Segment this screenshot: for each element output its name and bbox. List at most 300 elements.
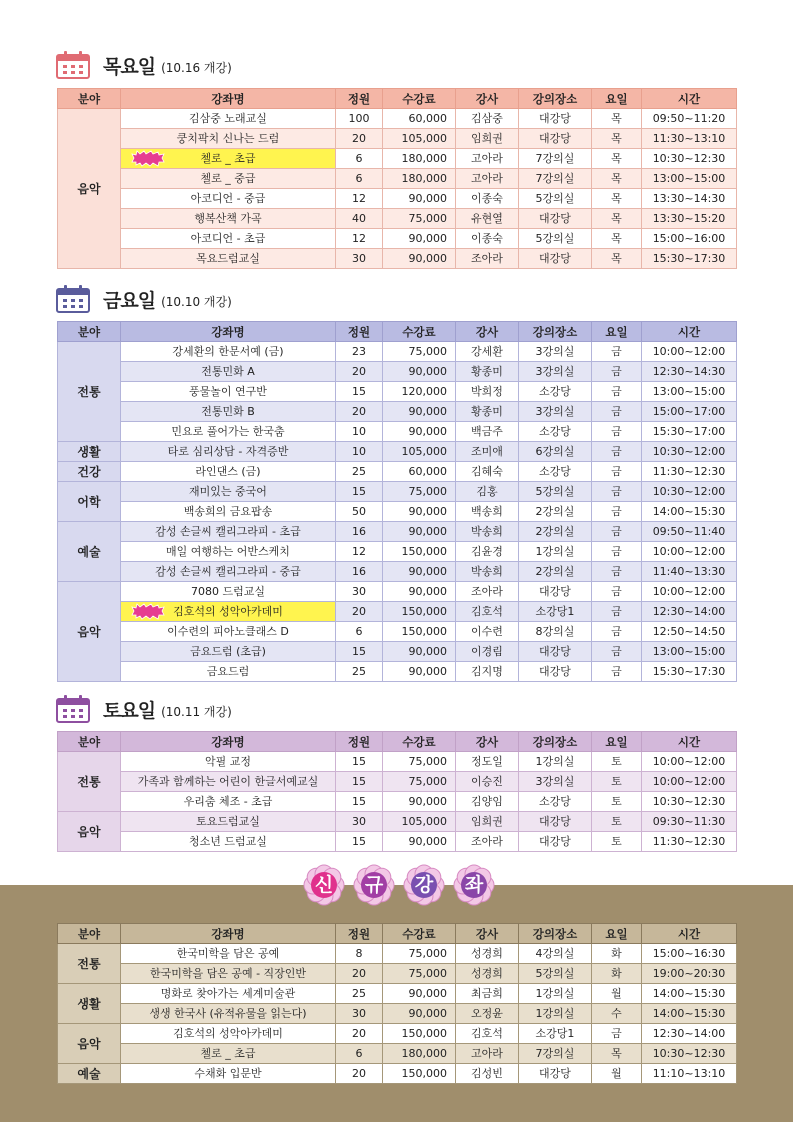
- column-header: 강의장소: [519, 732, 592, 752]
- time-cell: 10:30~12:30: [642, 792, 737, 812]
- day-cell: 토: [592, 752, 642, 772]
- table-header-row: [58, 322, 737, 342]
- capacity-cell: 15: [336, 832, 383, 852]
- new-courses-table: [57, 923, 737, 1084]
- category-cell: 전통: [58, 342, 121, 442]
- capacity-cell: 50: [336, 502, 383, 522]
- fee-cell: 180,000: [383, 169, 456, 189]
- friday-title: 금요일: [103, 289, 156, 312]
- course-name-cell: 감성 손글씨 캘리그라피 - 중급: [121, 562, 336, 582]
- thursday-table: [57, 88, 737, 269]
- room-cell: 소강당: [519, 462, 592, 482]
- time-cell: 12:30~14:00: [642, 1024, 737, 1044]
- teacher-cell: 조아라: [456, 582, 519, 602]
- saturday-table: [57, 731, 737, 852]
- capacity-cell: 100: [336, 109, 383, 129]
- fee-cell: 90,000: [383, 562, 456, 582]
- table-row: [58, 832, 737, 852]
- capacity-cell: 23: [336, 342, 383, 362]
- room-cell: 1강의실: [519, 752, 592, 772]
- course-name-cell: 한국미학을 담은 공예: [121, 944, 336, 964]
- day-cell: 금: [592, 482, 642, 502]
- room-cell: 3강의실: [519, 342, 592, 362]
- fee-cell: 90,000: [383, 422, 456, 442]
- table-row: [58, 402, 737, 422]
- column-header: 강사: [456, 89, 519, 109]
- table-row: [58, 502, 737, 522]
- fee-cell: 75,000: [383, 482, 456, 502]
- column-header: 강사: [456, 732, 519, 752]
- capacity-cell: 10: [336, 422, 383, 442]
- room-cell: 7강의실: [519, 169, 592, 189]
- day-cell: 화: [592, 964, 642, 984]
- teacher-cell: 유현열: [456, 209, 519, 229]
- column-header: 수강료: [383, 89, 456, 109]
- capacity-cell: 25: [336, 462, 383, 482]
- table-row: [58, 944, 737, 964]
- capacity-cell: 6: [336, 1044, 383, 1064]
- day-cell: 월: [592, 984, 642, 1004]
- day-cell: 수: [592, 1004, 642, 1024]
- table-row: [58, 562, 737, 582]
- fee-cell: 90,000: [383, 1004, 456, 1024]
- banner-char: 좌: [464, 874, 484, 896]
- category-cell: 건강: [58, 462, 121, 482]
- time-cell: 15:00~16:30: [642, 944, 737, 964]
- table-row: [58, 1004, 737, 1024]
- fee-cell: 60,000: [383, 109, 456, 129]
- friday-table: [57, 321, 737, 682]
- teacher-cell: 김양임: [456, 792, 519, 812]
- table-row: [58, 169, 737, 189]
- room-cell: 5강의실: [519, 482, 592, 502]
- column-header: 분야: [58, 924, 121, 944]
- time-cell: 09:50~11:40: [642, 522, 737, 542]
- room-cell: 2강의실: [519, 502, 592, 522]
- course-name-cell: 청소년 드럼교실: [121, 832, 336, 852]
- table-header-row: [58, 732, 737, 752]
- new-courses-banner-flower: [352, 863, 396, 907]
- fee-cell: 90,000: [383, 362, 456, 382]
- column-header: 수강료: [383, 322, 456, 342]
- course-name: 김호석의 성악아카데미: [173, 604, 283, 618]
- day-cell: 목: [592, 149, 642, 169]
- capacity-cell: 15: [336, 752, 383, 772]
- time-cell: 09:50~11:20: [642, 109, 737, 129]
- course-name-cell: 이수련의 피아노클래스 D: [121, 622, 336, 642]
- column-header: 강사: [456, 924, 519, 944]
- banner-char: 강: [414, 874, 434, 896]
- time-cell: 10:30~12:00: [642, 442, 737, 462]
- friday-section-title: [55, 284, 232, 314]
- room-cell: 8강의실: [519, 622, 592, 642]
- capacity-cell: 30: [336, 249, 383, 269]
- course-name-cell: [121, 149, 336, 169]
- day-cell: 금: [592, 562, 642, 582]
- capacity-cell: 6: [336, 622, 383, 642]
- room-cell: 대강당: [519, 662, 592, 682]
- fee-cell: 150,000: [383, 602, 456, 622]
- capacity-cell: 12: [336, 229, 383, 249]
- day-cell: 토: [592, 812, 642, 832]
- capacity-cell: 8: [336, 944, 383, 964]
- room-cell: 대강당: [519, 812, 592, 832]
- category-cell: 생활: [58, 984, 121, 1024]
- fee-cell: 60,000: [383, 462, 456, 482]
- fee-cell: 90,000: [383, 502, 456, 522]
- column-header: 강의장소: [519, 924, 592, 944]
- column-header: 강좌명: [121, 89, 336, 109]
- room-cell: 대강당: [519, 109, 592, 129]
- room-cell: 3강의실: [519, 402, 592, 422]
- capacity-cell: 30: [336, 582, 383, 602]
- new-courses-banner-flower: [402, 863, 446, 907]
- column-header: 시간: [642, 732, 737, 752]
- fee-cell: 150,000: [383, 622, 456, 642]
- course-name-cell: 전통민화 B: [121, 402, 336, 422]
- day-cell: 목: [592, 1044, 642, 1064]
- capacity-cell: 12: [336, 542, 383, 562]
- column-header: 수강료: [383, 732, 456, 752]
- day-cell: 금: [592, 602, 642, 622]
- table-row: [58, 582, 737, 602]
- table-row: [58, 964, 737, 984]
- column-header: 정원: [336, 322, 383, 342]
- capacity-cell: 15: [336, 642, 383, 662]
- capacity-cell: 15: [336, 382, 383, 402]
- course-name-cell: 금요드럼 (초급): [121, 642, 336, 662]
- category-cell: 음악: [58, 1024, 121, 1064]
- teacher-cell: 김혜숙: [456, 462, 519, 482]
- calendar-icon: [55, 50, 91, 80]
- capacity-cell: 20: [336, 964, 383, 984]
- teacher-cell: 김윤경: [456, 542, 519, 562]
- table-row: [58, 442, 737, 462]
- fee-cell: 75,000: [383, 752, 456, 772]
- day-cell: 금: [592, 362, 642, 382]
- table-row: [58, 229, 737, 249]
- course-name-cell: 행복산책 가곡: [121, 209, 336, 229]
- day-cell: 금: [592, 582, 642, 602]
- teacher-cell: 임희권: [456, 812, 519, 832]
- teacher-cell: 최금희: [456, 984, 519, 1004]
- teacher-cell: 오정윤: [456, 1004, 519, 1024]
- fee-cell: 90,000: [383, 792, 456, 812]
- column-header: 시간: [642, 89, 737, 109]
- table-row: [58, 382, 737, 402]
- teacher-cell: 백금주: [456, 422, 519, 442]
- room-cell: 대강당: [519, 832, 592, 852]
- new-badge-icon: [131, 603, 165, 620]
- teacher-cell: 이종숙: [456, 189, 519, 209]
- course-name-cell: 풍물놀이 연구반: [121, 382, 336, 402]
- room-cell: 대강당: [519, 582, 592, 602]
- course-name-cell: [121, 602, 336, 622]
- day-cell: 토: [592, 832, 642, 852]
- table-row: [58, 772, 737, 792]
- time-cell: 10:30~12:30: [642, 149, 737, 169]
- teacher-cell: 임희권: [456, 129, 519, 149]
- day-cell: 목: [592, 169, 642, 189]
- day-cell: 금: [592, 462, 642, 482]
- time-cell: 12:50~14:50: [642, 622, 737, 642]
- room-cell: 소강당: [519, 382, 592, 402]
- category-cell: 음악: [58, 582, 121, 682]
- saturday-title: 토요일: [103, 699, 156, 722]
- table-header-row: [58, 89, 737, 109]
- room-cell: 1강의실: [519, 1004, 592, 1024]
- capacity-cell: 30: [336, 1004, 383, 1024]
- day-cell: 토: [592, 772, 642, 792]
- room-cell: 7강의실: [519, 1044, 592, 1064]
- category-cell: 음악: [58, 109, 121, 269]
- capacity-cell: 12: [336, 189, 383, 209]
- capacity-cell: 16: [336, 562, 383, 582]
- table-row: [58, 752, 737, 772]
- fee-cell: 105,000: [383, 129, 456, 149]
- time-cell: 15:00~16:00: [642, 229, 737, 249]
- course-name-cell: 민요로 풀어가는 한국춤: [121, 422, 336, 442]
- fee-cell: 90,000: [383, 402, 456, 422]
- teacher-cell: 이종숙: [456, 229, 519, 249]
- room-cell: 2강의실: [519, 562, 592, 582]
- day-cell: 금: [592, 382, 642, 402]
- column-header: 요일: [592, 732, 642, 752]
- teacher-cell: 박희정: [456, 382, 519, 402]
- capacity-cell: 15: [336, 772, 383, 792]
- day-cell: 금: [592, 642, 642, 662]
- fee-cell: 90,000: [383, 582, 456, 602]
- room-cell: 1강의실: [519, 542, 592, 562]
- course-name-cell: 백송희의 금요팝송: [121, 502, 336, 522]
- teacher-cell: 백송희: [456, 502, 519, 522]
- day-cell: 금: [592, 522, 642, 542]
- table-row: [58, 542, 737, 562]
- room-cell: 대강당: [519, 129, 592, 149]
- day-cell: 금: [592, 422, 642, 442]
- column-header: 강좌명: [121, 924, 336, 944]
- column-header: 요일: [592, 924, 642, 944]
- table-row: [58, 482, 737, 502]
- capacity-cell: 6: [336, 169, 383, 189]
- calendar-icon: [55, 284, 91, 314]
- column-header: 요일: [592, 322, 642, 342]
- new-courses-banner: [0, 862, 793, 908]
- course-name-cell: 우리춤 체조 - 초급: [121, 792, 336, 812]
- time-cell: 10:00~12:00: [642, 752, 737, 772]
- room-cell: 6강의실: [519, 442, 592, 462]
- saturday-subtitle: (10.11 개강): [161, 704, 232, 719]
- teacher-cell: 고아라: [456, 149, 519, 169]
- column-header: 강사: [456, 322, 519, 342]
- course-name-cell: 매일 여행하는 어반스케치: [121, 542, 336, 562]
- category-cell: 전통: [58, 944, 121, 984]
- table-row: [58, 1044, 737, 1064]
- day-cell: 목: [592, 249, 642, 269]
- day-cell: 목: [592, 189, 642, 209]
- column-header: 요일: [592, 89, 642, 109]
- course-name-cell: 아코디언 - 초급: [121, 229, 336, 249]
- fee-cell: 180,000: [383, 149, 456, 169]
- table-row: [58, 792, 737, 812]
- course-name-cell: 김삼중 노래교실: [121, 109, 336, 129]
- room-cell: 3강의실: [519, 362, 592, 382]
- teacher-cell: 박송희: [456, 522, 519, 542]
- time-cell: 13:00~15:00: [642, 169, 737, 189]
- time-cell: 15:30~17:00: [642, 422, 737, 442]
- day-cell: 금: [592, 502, 642, 522]
- new-badge-icon: [131, 150, 165, 167]
- teacher-cell: 성경희: [456, 944, 519, 964]
- course-name-cell: 김호석의 성악아카데미: [121, 1024, 336, 1044]
- capacity-cell: 15: [336, 792, 383, 812]
- fee-cell: 150,000: [383, 542, 456, 562]
- course-name-cell: 생생 한국사 (유적유물을 읽는다): [121, 1004, 336, 1024]
- day-cell: 목: [592, 109, 642, 129]
- course-name-cell: 아코디언 - 중급: [121, 189, 336, 209]
- time-cell: 11:10~13:10: [642, 1064, 737, 1084]
- capacity-cell: 16: [336, 522, 383, 542]
- thursday-section-title: [55, 50, 232, 80]
- course-name-cell: 첼로 _ 중급: [121, 169, 336, 189]
- teacher-cell: 김삼중: [456, 109, 519, 129]
- capacity-cell: 25: [336, 662, 383, 682]
- fee-cell: 90,000: [383, 832, 456, 852]
- fee-cell: 90,000: [383, 229, 456, 249]
- room-cell: 소강당1: [519, 602, 592, 622]
- table-row: [58, 342, 737, 362]
- course-name-cell: 토요드럼교실: [121, 812, 336, 832]
- teacher-cell: 이경림: [456, 642, 519, 662]
- room-cell: 대강당: [519, 1064, 592, 1084]
- day-cell: 금: [592, 402, 642, 422]
- teacher-cell: 박송희: [456, 562, 519, 582]
- teacher-cell: 고아라: [456, 169, 519, 189]
- column-header: 강좌명: [121, 732, 336, 752]
- column-header: 정원: [336, 732, 383, 752]
- fee-cell: 75,000: [383, 944, 456, 964]
- teacher-cell: 이수련: [456, 622, 519, 642]
- table-row: [58, 209, 737, 229]
- day-cell: 금: [592, 662, 642, 682]
- fee-cell: 90,000: [383, 249, 456, 269]
- day-cell: 목: [592, 209, 642, 229]
- table-row: [58, 109, 737, 129]
- teacher-cell: 고아라: [456, 1044, 519, 1064]
- capacity-cell: 20: [336, 129, 383, 149]
- room-cell: 3강의실: [519, 772, 592, 792]
- course-name-cell: 명화로 찾아가는 세계미술관: [121, 984, 336, 1004]
- day-cell: 목: [592, 229, 642, 249]
- teacher-cell: 김홍: [456, 482, 519, 502]
- table-row: [58, 642, 737, 662]
- room-cell: 4강의실: [519, 944, 592, 964]
- time-cell: 14:00~15:30: [642, 984, 737, 1004]
- time-cell: 10:30~12:30: [642, 1044, 737, 1064]
- fee-cell: 75,000: [383, 342, 456, 362]
- time-cell: 12:30~14:30: [642, 362, 737, 382]
- teacher-cell: 조아라: [456, 249, 519, 269]
- capacity-cell: 10: [336, 442, 383, 462]
- fee-cell: 180,000: [383, 1044, 456, 1064]
- time-cell: 10:30~12:00: [642, 482, 737, 502]
- room-cell: 소강당: [519, 422, 592, 442]
- capacity-cell: 15: [336, 482, 383, 502]
- course-name-cell: 강세환의 한문서예 (금): [121, 342, 336, 362]
- day-cell: 토: [592, 792, 642, 812]
- fee-cell: 105,000: [383, 812, 456, 832]
- day-cell: 월: [592, 1064, 642, 1084]
- saturday-section-title: [55, 694, 232, 724]
- column-header: 강의장소: [519, 322, 592, 342]
- category-cell: 전통: [58, 752, 121, 812]
- time-cell: 19:00~20:30: [642, 964, 737, 984]
- capacity-cell: 20: [336, 602, 383, 622]
- time-cell: 10:00~12:00: [642, 582, 737, 602]
- table-row: [58, 662, 737, 682]
- course-name-cell: 감성 손글씨 캘리그라피 - 초급: [121, 522, 336, 542]
- time-cell: 12:30~14:00: [642, 602, 737, 622]
- table-row: [58, 1024, 737, 1044]
- table-header-row: [58, 924, 737, 944]
- time-cell: 10:00~12:00: [642, 772, 737, 792]
- table-row: [58, 129, 737, 149]
- day-cell: 금: [592, 1024, 642, 1044]
- fee-cell: 90,000: [383, 189, 456, 209]
- course-name-cell: 악필 교정: [121, 752, 336, 772]
- category-cell: 예술: [58, 1064, 121, 1084]
- teacher-cell: 강세환: [456, 342, 519, 362]
- time-cell: 10:00~12:00: [642, 342, 737, 362]
- course-name-cell: 전통민화 A: [121, 362, 336, 382]
- room-cell: 2강의실: [519, 522, 592, 542]
- column-header: 강좌명: [121, 322, 336, 342]
- time-cell: 10:00~12:00: [642, 542, 737, 562]
- table-row: [58, 462, 737, 482]
- room-cell: 소강당1: [519, 1024, 592, 1044]
- room-cell: 1강의실: [519, 984, 592, 1004]
- capacity-cell: 20: [336, 402, 383, 422]
- room-cell: 소강당: [519, 792, 592, 812]
- teacher-cell: 조아라: [456, 832, 519, 852]
- fee-cell: 90,000: [383, 522, 456, 542]
- thursday-subtitle: (10.16 개강): [161, 60, 232, 75]
- column-header: 수강료: [383, 924, 456, 944]
- room-cell: 5강의실: [519, 229, 592, 249]
- fee-cell: 120,000: [383, 382, 456, 402]
- course-name-cell: 금요드럼: [121, 662, 336, 682]
- course-name-cell: 첼로 _ 초급: [121, 1044, 336, 1064]
- capacity-cell: 40: [336, 209, 383, 229]
- column-header: 분야: [58, 89, 121, 109]
- category-cell: 어학: [58, 482, 121, 522]
- new-courses-banner-flower: [452, 863, 496, 907]
- table-row: [58, 422, 737, 442]
- capacity-cell: 30: [336, 812, 383, 832]
- thursday-title: 목요일: [103, 55, 156, 78]
- day-cell: 금: [592, 542, 642, 562]
- fee-cell: 75,000: [383, 772, 456, 792]
- time-cell: 15:00~17:00: [642, 402, 737, 422]
- table-row: [58, 522, 737, 542]
- teacher-cell: 김호석: [456, 602, 519, 622]
- table-row: [58, 984, 737, 1004]
- capacity-cell: 6: [336, 149, 383, 169]
- time-cell: 11:30~13:10: [642, 129, 737, 149]
- table-row: [58, 622, 737, 642]
- course-name: 첼로 _ 초급: [200, 151, 256, 165]
- table-row: [58, 812, 737, 832]
